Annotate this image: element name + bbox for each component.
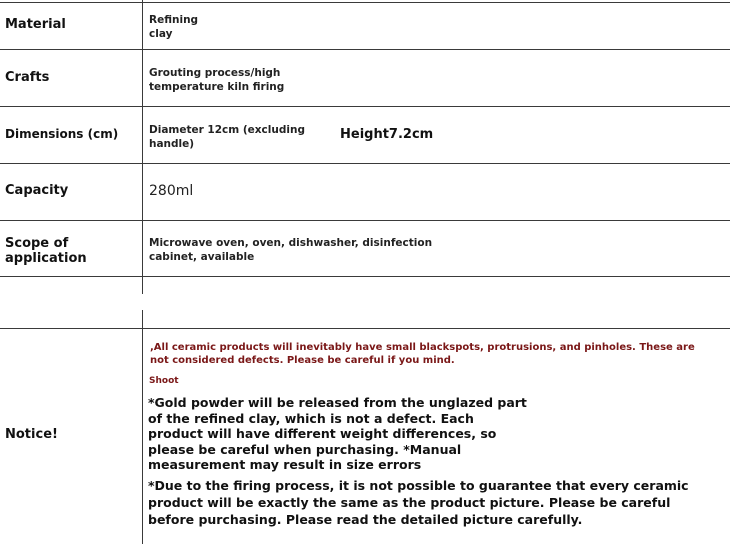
dimensions-label: Dimensions (cm) — [5, 127, 119, 141]
material-value: Refining clay — [149, 14, 199, 40]
crafts-label: Crafts — [5, 70, 50, 85]
column-divider — [142, 310, 143, 544]
column-divider — [142, 0, 143, 300]
capacity-value: 280ml — [149, 183, 194, 199]
defect-note: ,All ceramic products will inevitably have small blackspots, protrusions, and pinholes. These are not considered defects. Please be careful if you mind. — [150, 342, 695, 366]
notice-label: Notice! — [5, 427, 58, 442]
row-divider — [0, 106, 730, 107]
row-divider — [0, 328, 730, 329]
scope-label: Scope of application — [5, 236, 87, 266]
row-divider — [0, 2, 730, 3]
gold-powder-note: *Gold powder will be released from the unglazed part of the refined clay, which is not a defect. Each product will have different weight differences, so please be careful when purchasing. *Manual measurement may result in size errors — [148, 395, 527, 472]
row-divider — [0, 276, 730, 277]
material-label: Material — [5, 17, 66, 32]
height-value: Height7.2cm — [340, 127, 434, 142]
shoot-label: Shoot — [149, 376, 179, 386]
row-divider — [0, 163, 730, 164]
capacity-label: Capacity — [5, 183, 69, 198]
firing-note: *Due to the firing process, it is not possible to guarantee that every ceramic product will be exactly the same as the product picture. Please be careful before purchasing. Please read the detailed picture carefully. — [148, 478, 689, 527]
crafts-value: Grouting process/high temperature kiln firing — [149, 67, 285, 93]
dimensions-value: Diameter 12cm (excluding handle) — [149, 124, 305, 150]
row-divider — [0, 49, 730, 50]
row-divider — [0, 220, 730, 221]
cropped-band — [0, 294, 730, 310]
scope-value: Microwave oven, oven, dishwasher, disinfection cabinet, available — [149, 237, 433, 263]
